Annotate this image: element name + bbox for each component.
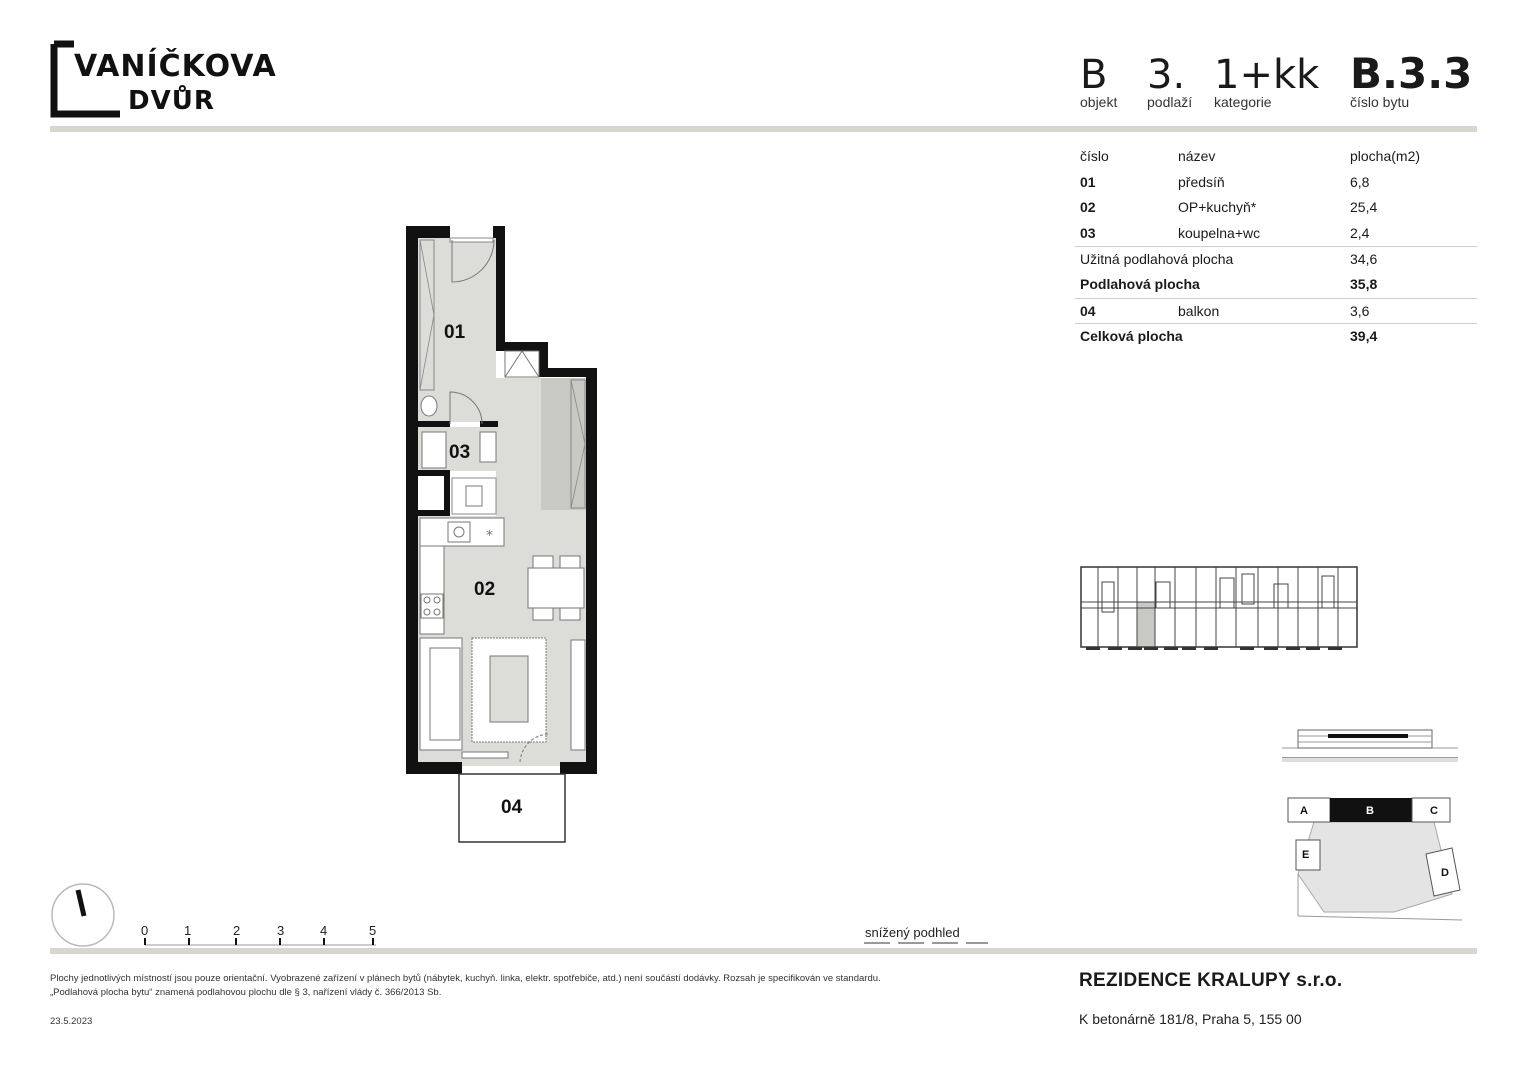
block-a xyxy=(1288,798,1330,822)
section-elevation xyxy=(1282,722,1460,762)
footer-note-line1: Plochy jednotlivých místností jsou pouze orientační. Vyobrazené zařízení v plánech bytů (nábytek, kuchyň. linka, elektr. spotřebiče, atd.) není součástí dodávky. Rozsah je specifikován ve standardu. xyxy=(50,973,881,984)
room-number: 01 xyxy=(1080,173,1096,190)
scale-tick-label: 4 xyxy=(320,923,328,938)
sofa-icon xyxy=(420,638,462,750)
site-keyplan xyxy=(1284,794,1474,924)
table-row-podlahova xyxy=(1075,272,1477,298)
fridge-icon: * xyxy=(486,528,493,544)
room-number: 02 xyxy=(1080,199,1096,216)
table-row xyxy=(1075,195,1477,221)
scale-tick-label: 2 xyxy=(233,923,241,938)
balcony-door-frame xyxy=(462,752,508,758)
table-row-balkon xyxy=(1075,298,1477,324)
dining-table xyxy=(528,568,584,608)
chair-icon xyxy=(533,556,553,568)
footer-date: 23.5.2023 xyxy=(50,1016,93,1027)
kategorie-label: kategorie xyxy=(1214,94,1272,110)
room-name: koupelna+wc xyxy=(1178,224,1261,241)
north-arrow-icon xyxy=(50,882,116,948)
footer-divider xyxy=(50,948,1477,954)
col-cislo-header: číslo xyxy=(1080,148,1109,164)
col-plocha-header: plocha(m2) xyxy=(1350,148,1421,164)
podlahova-value: 35,8 xyxy=(1350,275,1378,292)
objekt-value: B xyxy=(1080,52,1108,98)
col-nazev-header: název xyxy=(1178,148,1216,164)
byt-number: B.3.3 xyxy=(1350,49,1473,98)
footer-note xyxy=(50,972,1010,1000)
table-row xyxy=(1075,170,1477,196)
washing-machine-icon xyxy=(421,396,437,416)
company-name: REZIDENCE KRALUPY s.r.o. xyxy=(1079,970,1343,991)
room-number: 04 xyxy=(1080,302,1096,319)
room-area: 6,8 xyxy=(1350,173,1370,190)
podlahova-label: Podlahová plocha xyxy=(1080,275,1200,292)
uzitna-label: Užitná podlahová plocha xyxy=(1080,251,1234,268)
company-address: K betonárně 181/8, Praha 5, 155 00 xyxy=(1079,1011,1302,1027)
chair-icon xyxy=(560,608,580,620)
lowered-ceiling-line-icon xyxy=(864,940,988,946)
objekt-label: objekt xyxy=(1080,94,1118,110)
table-row-uzitna xyxy=(1075,246,1477,272)
floor-highlight xyxy=(1328,734,1408,738)
block-d-label: D xyxy=(1441,867,1449,879)
block-b-label: B xyxy=(1366,805,1374,817)
scale-bar xyxy=(138,920,388,950)
logo xyxy=(50,40,310,120)
scale-tick-label: 1 xyxy=(184,923,192,938)
logo-line1: VANÍČKOVA xyxy=(74,49,277,84)
shaft xyxy=(420,478,442,510)
header-divider xyxy=(50,126,1477,132)
kategorie-value: 1+kk xyxy=(1214,52,1320,98)
shower-icon xyxy=(452,478,496,514)
room-label-01: 01 xyxy=(444,322,466,343)
toilet-icon xyxy=(422,432,446,468)
byt-number-label: číslo bytu xyxy=(1350,94,1410,110)
block-e-label: E xyxy=(1302,849,1310,861)
room-name: předsíň xyxy=(1178,173,1225,190)
apartment-highlight xyxy=(1137,602,1155,646)
scale-tick-label: 0 xyxy=(141,923,149,938)
scale-tick-label: 5 xyxy=(369,923,377,938)
sink-icon xyxy=(480,432,496,462)
floor-plan xyxy=(400,220,610,850)
footer-note-line2: „Podlahová plocha bytu“ znamená podlahovou plochu dle § 3, nařízení vlády č. 366/2013 Sb. xyxy=(50,987,442,998)
scale-ruler xyxy=(138,936,388,948)
room-area: 2,4 xyxy=(1350,224,1370,241)
uzitna-value: 34,6 xyxy=(1350,251,1378,268)
room-number: 03 xyxy=(1080,224,1096,241)
entrance-door-frame xyxy=(450,238,493,242)
room-label-04: 04 xyxy=(501,797,523,818)
podlazi-label: podlaží xyxy=(1147,94,1193,110)
wardrobe xyxy=(541,378,586,510)
logo-line2: DVŮR xyxy=(128,86,215,116)
block-c-label: C xyxy=(1430,805,1438,817)
celkova-label: Celková plocha xyxy=(1080,328,1183,345)
duct-icon xyxy=(505,351,539,377)
table-header-row xyxy=(1075,144,1477,170)
podlazi-value: 3. xyxy=(1147,52,1186,98)
room-label-03: 03 xyxy=(449,442,471,463)
block-a-label: A xyxy=(1300,805,1308,817)
kitchen-unit xyxy=(420,546,444,634)
stove-icon xyxy=(421,594,443,618)
floor-overview-plan xyxy=(1078,562,1360,662)
coffee-table xyxy=(490,656,528,722)
table-row-celkova xyxy=(1075,323,1477,349)
room-label-02: 02 xyxy=(474,579,496,600)
room-table xyxy=(1075,144,1477,349)
scale-tick-label: 3 xyxy=(277,923,285,938)
room-name: balkon xyxy=(1178,302,1220,319)
tv-unit xyxy=(571,640,585,750)
chair-icon xyxy=(533,608,553,620)
room-name: OP+kuchyň* xyxy=(1178,199,1257,216)
room-area: 3,6 xyxy=(1350,302,1370,319)
celkova-value: 39,4 xyxy=(1350,328,1378,345)
room-area: 25,4 xyxy=(1350,199,1378,216)
chair-icon xyxy=(560,556,580,568)
legend-lowered-ceiling: snížený podhled xyxy=(865,925,960,940)
table-row xyxy=(1075,221,1477,247)
